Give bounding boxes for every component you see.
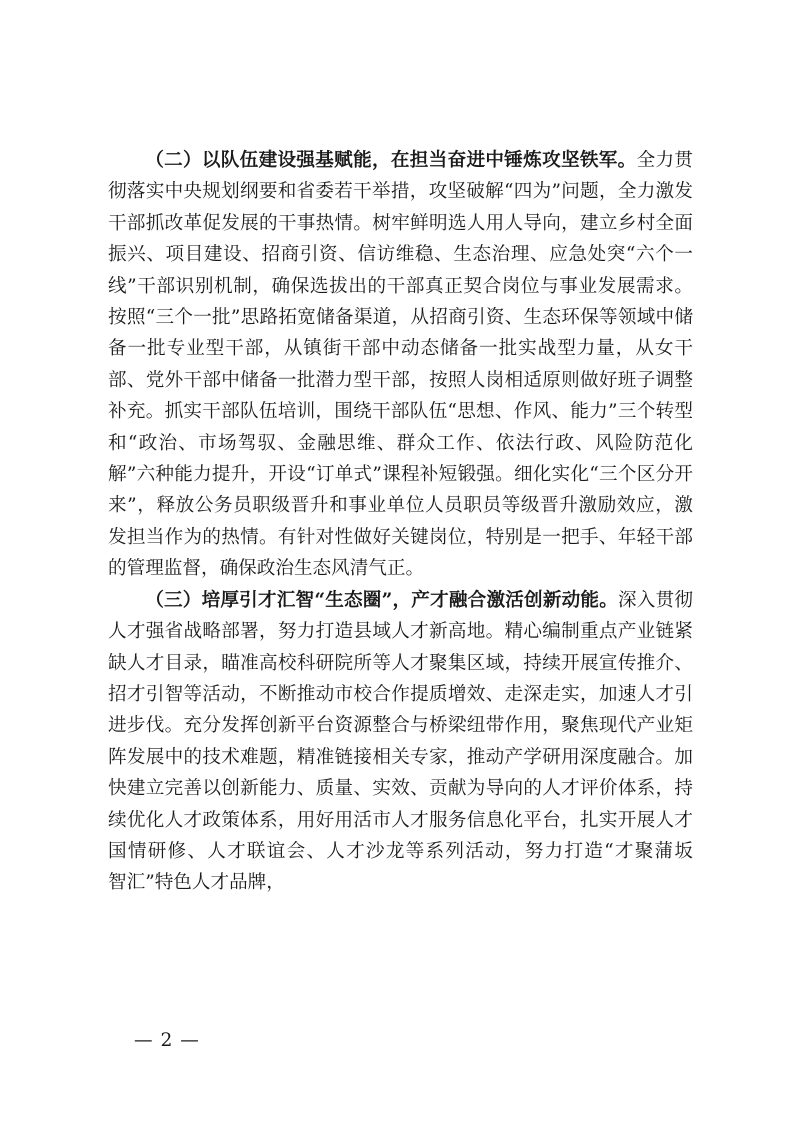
page-number: — 2 — [134,1030,200,1051]
paragraph-section-3 [108,585,712,899]
paragraph-body: 深入贯彻人才强省战略部署，努力打造县域人才新高地。精心编制重点产业链紧缺人才目录，瞄准高校科研院所等人才聚集区域，持续开展宣传推介、招才引智等活动，不断推动市校合作提质增效、走深走实，加速人才引进步伐。充分发挥创新平台资源整合与桥梁纽带作用，聚焦现代产业矩阵发展中的技术难题，精准链接相关专家，推动产学研用深度融合。加快建立完善以创新能力、质量、实效、贡献为导向的人才评价体系，持续优化人才政策体系，用好用活市人才服务信息化平台，扎实开展人才国情研修、人才联谊会、人才沙龙等系列活动，努力打造“才聚蒲坂 智汇”特色人才品牌， [108,589,712,894]
paragraph-body: 全力贯彻落实中央规划纲要和省委若干举措，攻坚破解“四为”问题，全力激发干部抓改革促发展的干事热情。树牢鲜明选人用人导向，建立乡村全面振兴、项目建设、招商引资、信访维稳、生态治理、应急处突“六个一线”干部识别机制，确保选拔出的干部真正契合岗位与事业发展需求。按照“三个一批”思路拓宽储备渠道，从招商引资、生态环保等领域中储备一批专业型干部，从镇街干部中动态储备一批实战型力量，从女干部、党外干部中储备一批潜力型干部，按照人岗相适原则做好班子调整补充。抓实干部队伍培训，围绕干部队伍“思想、作风、能力”三个转型和“政治、市场驾驭、金融思维、群众工作、依法行政、风险防范化解”六种能力提升，开设“订单式”课程补短锻强。细化实化“三个区分开来”，释放公务员职级晋升和事业单位人员职员等级晋升激励效应，激发担当作为的热情。有针对性做好关键岗位，特别是一把手、年轻干部的管理监督，确保政治生态风清气正。 [108,150,693,580]
document-body [108,145,712,899]
paragraph-section-2 [108,145,693,585]
paragraph-heading: （二）以队伍建设强基赋能，在担当奋进中锤炼攻坚铁军。 [145,150,637,171]
paragraph-heading: （三）培厚引才汇智“生态圈”，产才融合激活创新动能。 [145,589,618,611]
